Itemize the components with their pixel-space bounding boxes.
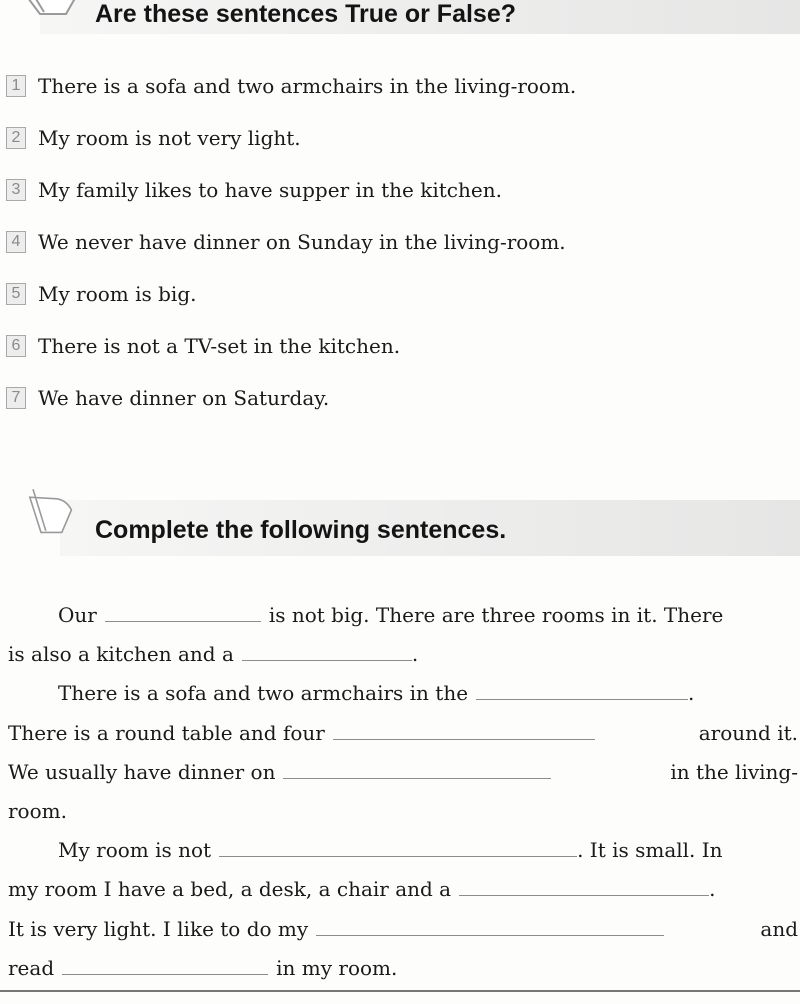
list-item xyxy=(6,383,329,413)
section-header-true-false xyxy=(0,0,800,34)
passage-text: . xyxy=(688,681,695,706)
passage-text: There is a round table and four xyxy=(8,720,325,745)
answer-blank[interactable] xyxy=(316,911,664,936)
passage-text: around it. xyxy=(698,720,798,745)
item-number: 3 xyxy=(6,179,26,201)
answer-blank[interactable] xyxy=(333,715,595,740)
passage-line xyxy=(8,910,798,949)
answer-blank[interactable] xyxy=(62,950,268,975)
item-number: 1 xyxy=(6,75,26,97)
item-number: 2 xyxy=(6,127,26,149)
answer-blank[interactable] xyxy=(219,832,577,857)
answer-blank[interactable] xyxy=(459,871,709,896)
passage-text: . It is small. In xyxy=(577,838,723,863)
passage-text: . xyxy=(709,877,716,902)
list-item xyxy=(6,71,576,101)
section-title: Are these sentences True or False? xyxy=(95,0,517,28)
passage-line xyxy=(8,792,798,831)
list-item xyxy=(6,227,566,257)
passage-text: Our xyxy=(58,603,97,627)
list-item xyxy=(6,279,196,309)
passage-text: is also a kitchen and a xyxy=(8,642,234,667)
passage-line xyxy=(8,674,798,713)
sentence-text: We never have dinner on Sunday in the living-room. xyxy=(38,230,566,254)
passage-text: There is a sofa and two armchairs in the xyxy=(58,681,469,706)
item-number: 6 xyxy=(6,335,26,357)
list-item xyxy=(6,175,502,205)
passage-text: My room is not xyxy=(58,838,212,863)
pencil-icon xyxy=(0,0,90,34)
passage-text: my room I have a bed, a desk, a chair and a xyxy=(8,877,452,902)
sentence-text: My family likes to have supper in the kitchen. xyxy=(38,178,502,202)
passage-text: in the living- xyxy=(670,759,798,784)
passage-line xyxy=(8,949,798,988)
section-title: Complete the following sentences. xyxy=(95,516,507,544)
passage-text: room. xyxy=(8,798,67,823)
passage-line xyxy=(8,635,798,674)
answer-blank[interactable] xyxy=(283,754,551,779)
passage-line xyxy=(8,714,798,753)
item-number: 4 xyxy=(6,231,26,253)
section-header-complete xyxy=(0,500,800,556)
fill-in-passage xyxy=(8,596,798,988)
page-bottom-rule xyxy=(0,990,800,992)
list-item xyxy=(6,331,400,361)
passage-line xyxy=(8,870,798,909)
passage-line xyxy=(8,596,798,635)
passage-text: It is very light. I like to do my xyxy=(8,916,309,941)
passage-text: We usually have dinner on xyxy=(8,759,276,784)
item-number: 5 xyxy=(6,283,26,305)
passage-text: in my room. xyxy=(276,955,398,980)
passage-text: . xyxy=(411,642,419,667)
passage-line xyxy=(8,753,798,792)
sentence-text: My room is big. xyxy=(38,282,197,306)
passage-line xyxy=(8,831,798,870)
passage-text: and xyxy=(760,916,798,941)
item-number: 7 xyxy=(6,387,26,409)
answer-blank[interactable] xyxy=(476,675,688,700)
passage-text: read xyxy=(8,955,55,980)
answer-blank[interactable] xyxy=(105,597,261,622)
list-item xyxy=(6,123,301,153)
sentence-text: We have dinner on Saturday. xyxy=(38,386,330,410)
answer-blank[interactable] xyxy=(242,636,412,661)
sentence-text: My room is not very light. xyxy=(38,126,301,150)
pencil-icon xyxy=(0,486,90,542)
passage-text: is not big. There are three rooms in it. There xyxy=(268,603,724,627)
sentence-text: There is not a TV-set in the kitchen. xyxy=(38,334,401,358)
sentence-text: There is a sofa and two armchairs in the living-room. xyxy=(38,74,577,98)
